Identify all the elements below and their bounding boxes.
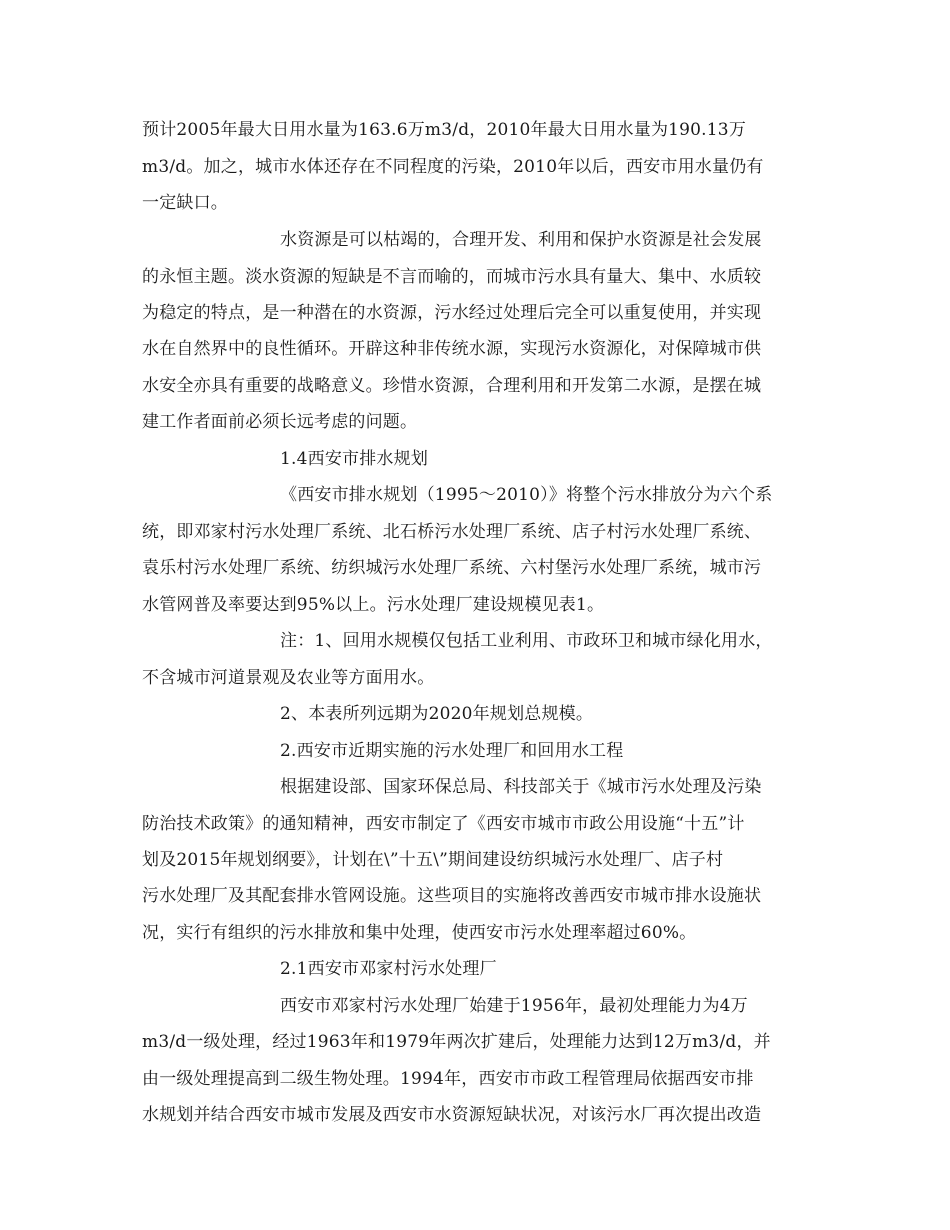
paragraph-line: 水安全亦具有重要的战略意义。珍惜水资源，合理利用和开发第二水源，是摆在城: [142, 376, 762, 396]
paragraph-line: 为稳定的特点，是一种潜在的水资源，污水经过处理后完全可以重复使用，并实现: [142, 303, 762, 323]
paragraph-line: 水规划并结合西安市城市发展及西安市水资源短缺状况，对该污水厂再次提出改造: [142, 1105, 762, 1125]
paragraph-line: 划及2015年规划纲要》，计划在\”十五\”期间建设纺织城污水处理厂、店子村: [142, 850, 724, 870]
paragraph-line: 由一级处理提高到二级生物处理。1994年，西安市市政工程管理局依据西安市排: [142, 1069, 754, 1089]
paragraph-line: 预计2005年最大日用水量为163.6万m3/d，2010年最大日用水量为190.13万: [142, 120, 747, 140]
section-heading: 2.西安市近期实施的污水处理厂和回用水工程: [280, 741, 624, 761]
paragraph-line: m3/d。加之，城市水体还存在不同程度的污染，2010年以后，西安市用水量仍有: [142, 157, 764, 177]
paragraph-line: 统，即邓家村污水处理厂系统、北石桥污水处理厂系统、店子村污水处理厂系统、: [142, 522, 762, 542]
note-line: 不含城市河道景观及农业等方面用水。: [142, 668, 435, 688]
paragraph-line: 水管网普及率要达到95%以上。污水处理厂建设规模见表1。: [142, 595, 605, 615]
paragraph-line: 袁乐村污水处理厂系统、纺织城污水处理厂系统、六村堡污水处理厂系统，城市污: [142, 558, 762, 578]
paragraph-line: 况，实行有组织的污水排放和集中处理，使西安市污水处理率超过60%。: [142, 923, 697, 943]
paragraph-line: 污水处理厂及其配套排水管网设施。这些项目的实施将改善西安市城市排水设施状: [142, 886, 762, 906]
section-heading: 1.4西安市排水规划: [280, 449, 429, 469]
note-line: 2、本表所列远期为2020年规划总规模。: [280, 704, 594, 724]
section-heading: 2.1西安市邓家村污水处理厂: [280, 959, 497, 979]
paragraph-line: 建工作者面前必须长远考虑的问题。: [142, 412, 418, 432]
paragraph-line: 的永恒主题。淡水资源的短缺是不言而喻的，而城市污水具有量大、集中、水质较: [142, 267, 762, 287]
paragraph-line: m3/d一级处理，经过1963年和1979年两次扩建后，处理能力达到12万m3/d，并: [142, 1032, 771, 1052]
paragraph-line: 《西安市排水规划（1995～2010）》将整个污水排放分为六个系: [280, 485, 773, 505]
paragraph-line: 西安市邓家村污水处理厂始建于1956年，最初处理能力为4万: [280, 996, 748, 1016]
paragraph-line: 水在自然界中的良性循环。开辟这种非传统水源，实现污水资源化，对保障城市供: [142, 339, 762, 359]
paragraph-line: 根据建设部、国家环保总局、科技部关于《城市污水处理及污染: [280, 777, 762, 797]
note-line: 注：1、回用水规模仅包括工业利用、市政环卫和城市绿化用水，: [280, 631, 773, 651]
paragraph-line: 防治技术政策》的通知精神，西安市制定了《西安市城市市政公用设施“十五”计: [142, 814, 745, 834]
paragraph-line: 一定缺口。: [142, 193, 228, 213]
paragraph-line: 水资源是可以枯竭的，合理开发、利用和保护水资源是社会发展: [280, 230, 762, 250]
